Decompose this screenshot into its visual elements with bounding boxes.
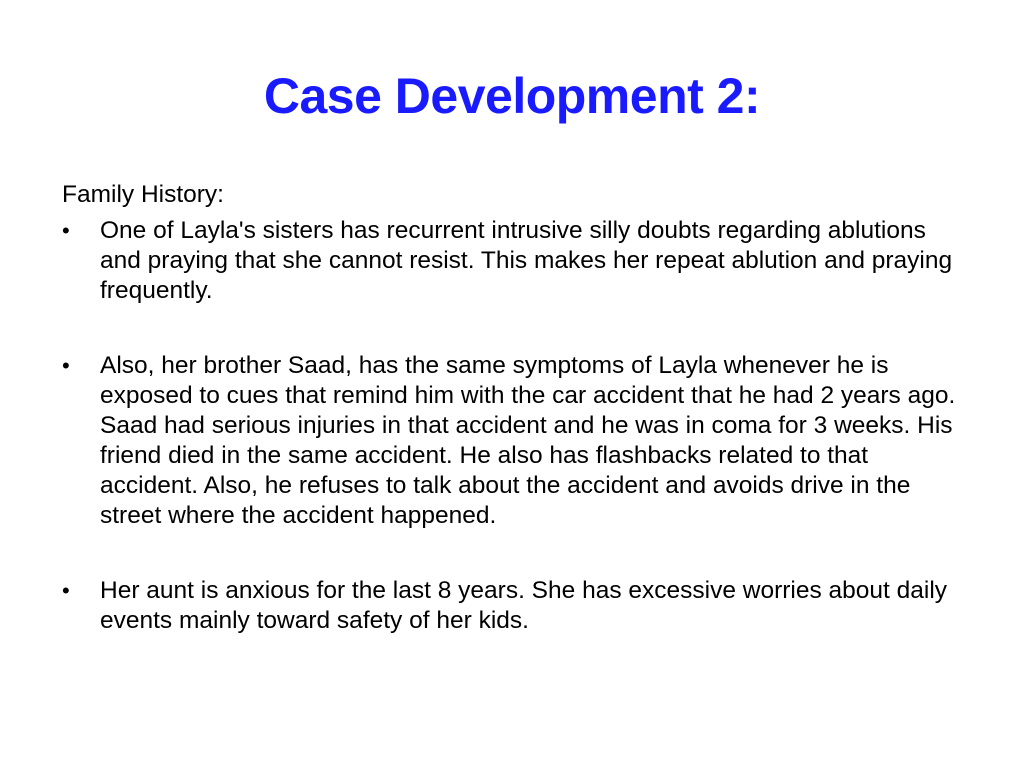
list-item [62,576,962,636]
list-item [62,351,962,531]
list-item [62,216,962,306]
bullet-text: Also, her brother Saad, has the same symptoms of Layla whenever he is exposed to cues that remind him with the car accident that he had 2 years ago. Saad had serious injuries in that accident and he was in coma for 3 weeks. His friend died in the same accident. He also has flashbacks related to that accident. Also, he refuses to talk about the accident and avoids drive in the street where the accident happened. [100,352,956,529]
bullet-text: Her aunt is anxious for the last 8 years. She has excessive worries about daily events mainly toward safety of her kids. [100,577,948,634]
bullet-list [62,216,962,636]
family-history-heading: Family History: [62,181,224,208]
bullet-icon: • [62,353,70,378]
bullet-icon: • [62,578,70,603]
slide-content [62,180,962,636]
bullet-text: One of Layla's sisters has recurrent intrusive silly doubts regarding ablutions and praying that she cannot resist. This makes her repeat ablution and praying frequently. [100,217,953,304]
bullet-icon: • [62,218,70,243]
slide-title: Case Development 2: [263,68,761,124]
